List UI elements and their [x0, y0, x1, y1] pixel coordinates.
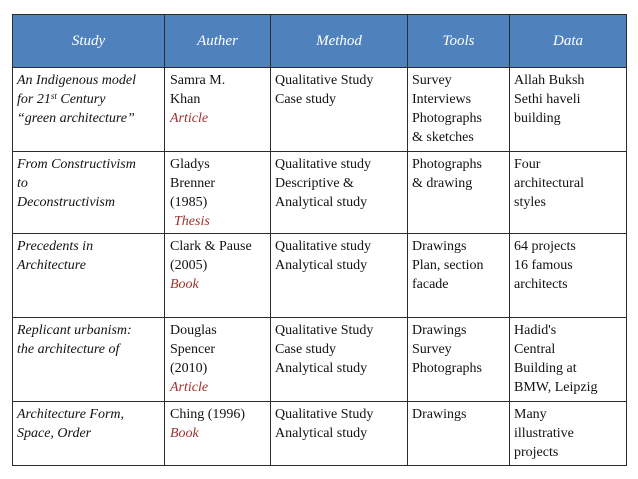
tools-cell	[408, 318, 510, 402]
study-line: to	[17, 176, 28, 191]
literature-review-table	[12, 14, 627, 466]
study-line: Architecture Form,	[17, 407, 125, 422]
data-cell	[510, 318, 627, 402]
tools-cell	[408, 402, 510, 466]
table-row	[13, 152, 627, 234]
tools-line: Drawings	[412, 239, 467, 254]
author-cell	[165, 234, 271, 318]
source-type: Article	[170, 111, 209, 126]
tools-line: Survey	[412, 342, 452, 357]
header-method: Method	[271, 15, 408, 68]
header-row	[13, 15, 627, 68]
author-cell	[165, 318, 271, 402]
author-cell	[165, 68, 271, 152]
method-line: Qualitative Study	[275, 407, 374, 422]
study-cell	[13, 402, 165, 466]
tools-cell	[408, 68, 510, 152]
data-line: illustrative	[514, 426, 574, 441]
tools-line: Survey	[412, 73, 452, 88]
data-cell	[510, 234, 627, 318]
method-cell	[271, 152, 408, 234]
header-tools: Tools	[408, 15, 510, 68]
study-line: Architecture	[17, 258, 86, 273]
tools-line: Photographs	[412, 111, 482, 126]
study-line: Deconstructivism	[17, 195, 115, 210]
tools-line: Photographs	[412, 361, 482, 376]
source-type: Book	[170, 277, 199, 292]
source-type: Article	[170, 380, 209, 395]
data-cell	[510, 402, 627, 466]
author-line: Ching (1996)	[170, 407, 246, 422]
author-line: Khan	[170, 92, 201, 107]
study-line: An Indigenous model	[17, 73, 136, 88]
author-line: Brenner	[170, 176, 216, 191]
study-line	[17, 90, 161, 109]
header-author: Auther	[165, 15, 271, 68]
tools-line: Photographs	[412, 157, 482, 172]
method-line: Analytical study	[275, 258, 368, 273]
data-line: 16 famous	[514, 258, 573, 273]
source-type: Book	[170, 426, 199, 441]
method-line: Analytical study	[275, 426, 368, 441]
data-line: BMW, Leipzig	[514, 380, 598, 395]
author-line: Samra M.	[170, 73, 226, 88]
data-line: Four	[514, 157, 541, 172]
study-line: “green architecture”	[17, 111, 135, 126]
method-line: Analytical study	[275, 195, 368, 210]
study-text: Century	[56, 92, 106, 107]
author-line: Douglas	[170, 323, 217, 338]
data-cell	[510, 152, 627, 234]
method-line: Case study	[275, 342, 337, 357]
method-cell	[271, 402, 408, 466]
header-study: Study	[13, 15, 165, 68]
data-line: Many	[514, 407, 547, 422]
method-cell	[271, 318, 408, 402]
tools-cell	[408, 152, 510, 234]
data-line: projects	[514, 445, 559, 460]
author-line: (1985)	[170, 195, 208, 210]
author-cell	[165, 402, 271, 466]
study-line: From Constructivism	[17, 157, 136, 172]
tools-cell	[408, 234, 510, 318]
table-row	[13, 68, 627, 152]
data-line: Central	[514, 342, 556, 357]
source-type: Thesis	[174, 214, 210, 229]
method-cell	[271, 68, 408, 152]
tools-line: Interviews	[412, 92, 472, 107]
data-cell	[510, 68, 627, 152]
method-cell	[271, 234, 408, 318]
tools-line: Drawings	[412, 323, 467, 338]
data-line: architects	[514, 277, 568, 292]
data-line: architectural	[514, 176, 584, 191]
table-row	[13, 402, 627, 466]
tools-line: & drawing	[412, 176, 473, 191]
method-line: Qualitative study	[275, 239, 372, 254]
study-line: Space, Order	[17, 426, 92, 441]
tools-line: Drawings	[412, 407, 467, 422]
method-line: Analytical study	[275, 361, 368, 376]
superscript: st	[50, 91, 57, 101]
data-line: Hadid's	[514, 323, 557, 338]
author-line: Clark & Pause	[170, 239, 252, 254]
study-line: the architecture of	[17, 342, 120, 357]
tools-line: facade	[412, 277, 449, 292]
author-line: (2010)	[170, 361, 208, 376]
study-line: Precedents in	[17, 239, 94, 254]
study-cell	[13, 234, 165, 318]
data-line: Allah Buksh	[514, 73, 585, 88]
data-line: building	[514, 111, 561, 126]
method-line: Case study	[275, 92, 337, 107]
study-cell	[13, 152, 165, 234]
table-row	[13, 234, 627, 318]
header-data: Data	[510, 15, 627, 68]
method-line: Qualitative Study	[275, 73, 374, 88]
author-line: (2005)	[170, 258, 208, 273]
study-text: for 21	[17, 92, 51, 107]
method-line: Qualitative study	[275, 157, 372, 172]
author-line: Gladys	[170, 157, 210, 172]
data-line: 64 projects	[514, 239, 576, 254]
data-line: Building at	[514, 361, 577, 376]
data-line: Sethi haveli	[514, 92, 581, 107]
study-cell	[13, 318, 165, 402]
table-row	[13, 318, 627, 402]
data-line: styles	[514, 195, 546, 210]
author-cell	[165, 152, 271, 234]
author-line: Spencer	[170, 342, 216, 357]
tools-line: Plan, section	[412, 258, 484, 273]
method-line: Descriptive &	[275, 176, 354, 191]
method-line: Qualitative Study	[275, 323, 374, 338]
study-line: Replicant urbanism:	[17, 323, 132, 338]
study-cell	[13, 68, 165, 152]
tools-line: & sketches	[412, 130, 474, 145]
